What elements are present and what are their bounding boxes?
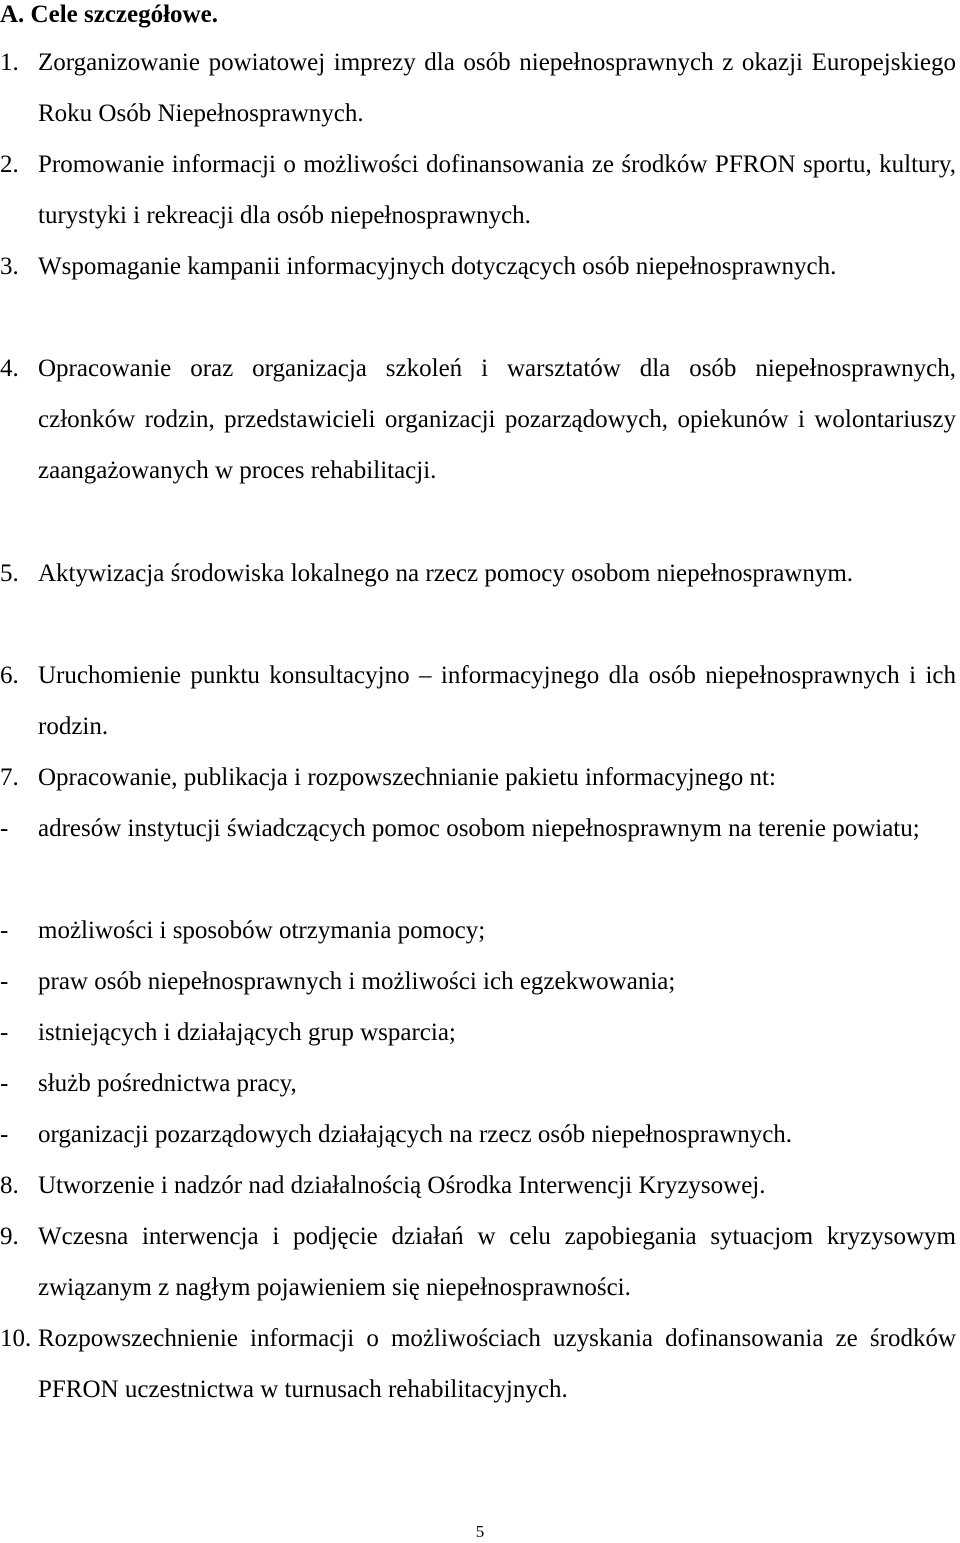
section-heading: A. Cele szczegółowe. — [0, 1, 218, 28]
list-marker: 3. — [0, 253, 19, 280]
sub-item-text: adresów instytucji świadczących pomoc osobom niepełnosprawnym na terenie powiatu; — [38, 815, 920, 842]
list-marker: 6. — [0, 662, 19, 689]
sub-item-text: istniejących i działających grup wsparcia; — [38, 1019, 456, 1046]
list-item-text: Promowanie informacji o możliwości dofinansowania ze środków PFRON sportu, kultury, turystyki i rekreacji dla osób niepełnosprawnych. — [38, 151, 956, 229]
dash-marker: - — [0, 1121, 9, 1148]
dash-marker: - — [0, 917, 9, 944]
list-item-text: Rozpowszechnienie informacji o możliwościach uzyskania dofinansowania ze środków PFRON uczestnictwa w turnusach rehabilitacyjnych. — [38, 1325, 956, 1403]
list-item-text: Opracowanie, publikacja i rozpowszechnianie pakietu informacyjnego nt: — [38, 764, 776, 791]
page-number: 5 — [475, 1522, 485, 1541]
list-marker: 4. — [0, 355, 19, 382]
dash-marker: - — [0, 815, 9, 842]
list-item-text: Wspomaganie kampanii informacyjnych dotyczących osób niepełnosprawnych. — [38, 253, 837, 280]
list-item-text: Aktywizacja środowiska lokalnego na rzecz pomocy osobom niepełnosprawnym. — [38, 560, 854, 587]
list-marker: 1. — [0, 49, 19, 76]
list-marker: 5. — [0, 560, 19, 587]
sub-item-text: służb pośrednictwa pracy, — [38, 1070, 297, 1097]
list-item-text: Wczesna interwencja i podjęcie działań w celu zapobiegania sytuacjom kryzysowym związanym z nagłym pojawieniem się niepełnosprawności. — [38, 1223, 956, 1301]
list-item-text: Opracowanie oraz organizacja szkoleń i warsztatów dla osób niepełnosprawnych, członków rodzin, przedstawicieli organizacji pozarządowych, opiekunów i wolontariuszy zaangażowanych w proces rehabilitacji. — [38, 355, 956, 484]
dash-marker: - — [0, 1070, 9, 1097]
list-item-text: Utworzenie i nadzór nad działalnością Ośrodka Interwencji Kryzysowej. — [38, 1172, 766, 1199]
sub-item-text: praw osób niepełnosprawnych i możliwości ich egzekwowania; — [38, 968, 676, 995]
list-marker: 8. — [0, 1172, 19, 1199]
list-item-text: Zorganizowanie powiatowej imprezy dla osób niepełnosprawnych z okazji Europejskiego Roku Osób Niepełnosprawnych. — [38, 49, 956, 127]
list-item-text: Uruchomienie punktu konsultacyjno – informacyjnego dla osób niepełnosprawnych i ich rodzin. — [38, 662, 956, 740]
list-marker: 9. — [0, 1223, 19, 1250]
sub-item-text: możliwości i sposobów otrzymania pomocy; — [38, 917, 486, 944]
dash-marker: - — [0, 1019, 9, 1046]
dash-marker: - — [0, 968, 9, 995]
sub-item-text: organizacji pozarządowych działających na rzecz osób niepełnosprawnych. — [38, 1121, 793, 1148]
list-marker: 2. — [0, 151, 19, 178]
list-marker: 10. — [0, 1325, 32, 1352]
list-marker: 7. — [0, 764, 19, 791]
